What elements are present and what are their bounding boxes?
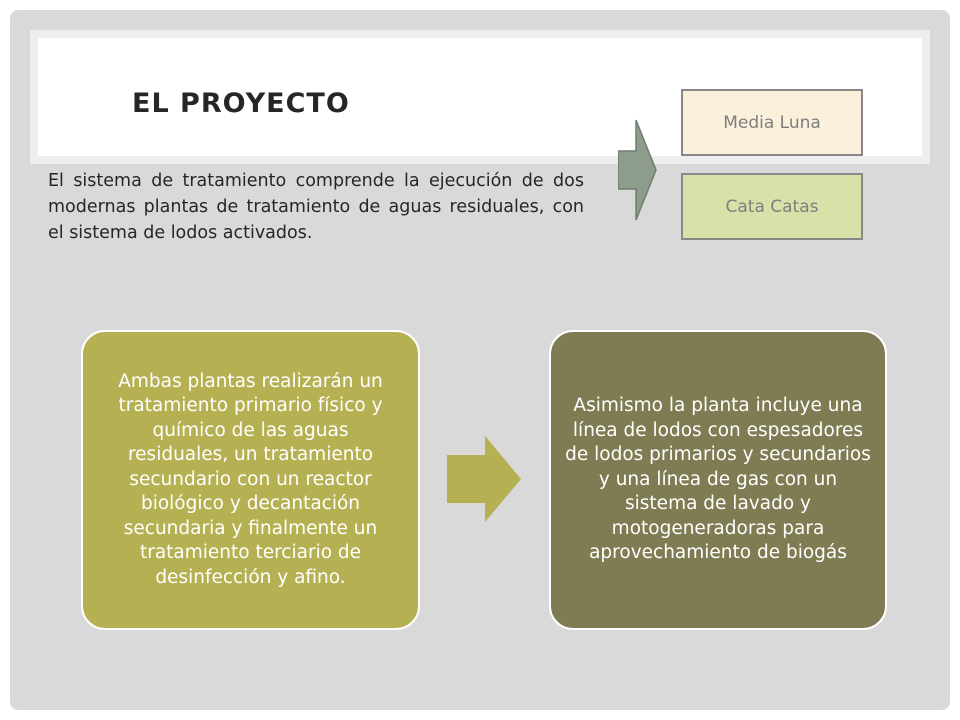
page-title: EL PROYECTO [132, 88, 350, 119]
plant-tag-media-luna: Media Luna [681, 89, 863, 156]
arrow-right-icon [447, 436, 523, 522]
intro-paragraph: El sistema de tratamiento comprende la ejecución de dos modernas plantas de tratamiento de aguas residuales, con el sistema de lodos activados. [48, 171, 584, 243]
process-card-sludge-gas [549, 330, 887, 630]
process-card-treatment [81, 330, 420, 630]
process-card-sludge-gas-text: Asimismo la planta incluye una línea de lodos con espesadores de lodos primarios y secundarios y una línea de gas con un sistema de lavado y motogeneradoras para aprovechamiento de biogás [565, 395, 871, 564]
process-card-treatment-text: Ambas plantas realizarán un tratamiento primario físico y químico de las aguas residuales, un tratamiento secundario con un reactor biológico y decantación secundaria y finalmente un tratamiento terciario de desinfección y afino. [118, 370, 383, 588]
plant-tag-cata-catas: Cata Catas [681, 173, 863, 240]
chevron-right-icon [618, 118, 658, 222]
